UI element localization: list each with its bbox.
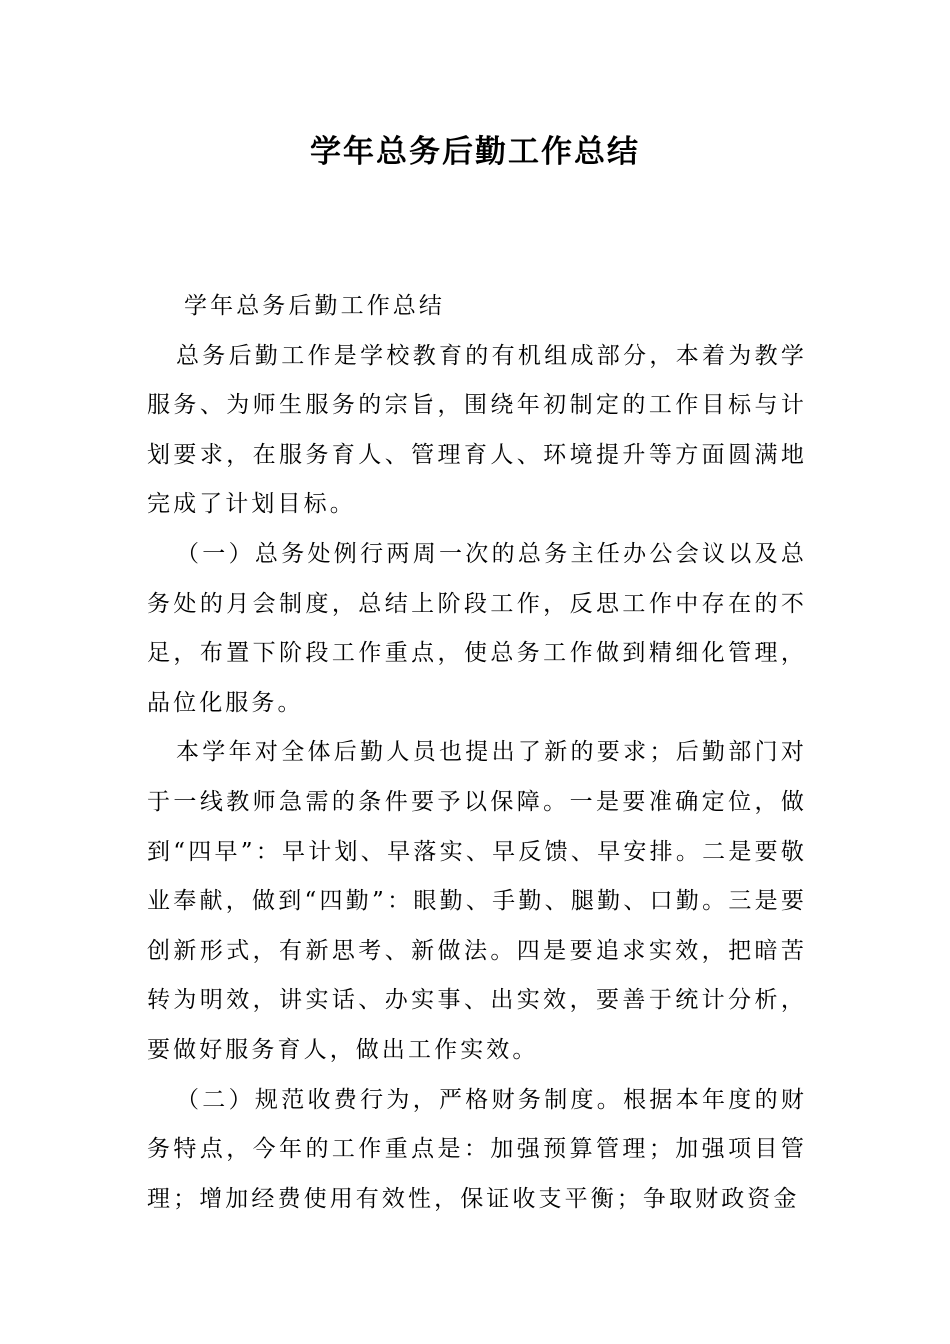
body-subtitle: 学年总务后勤工作总结	[184, 293, 445, 319]
document-title: 学年总务后勤工作总结	[310, 134, 640, 170]
paragraph-intro: 总务后勤工作是学校教育的有机组成部分，本着为教学服务、为师生服务的宗旨，围绕年初制定的工作目标与计划要求，在服务育人、管理育人、环境提升等方面圆满地完成了计划目标。	[147, 342, 807, 518]
paragraph-section-2: （二）规范收费行为，严格财务制度。根据本年度的财务特点，今年的工作重点是：加强预算管理；加强项目管理；增加经费使用有效性，保证收支平衡；争取财政资金	[147, 1086, 807, 1212]
paragraph-section-1: （一）总务处例行两周一次的总务主任办公会议以及总务处的月会制度，总结上阶段工作，反思工作中存在的不足，布置下阶段工作重点，使总务工作做到精细化管理，品位化服务。	[147, 540, 807, 716]
paragraph-staff-requirements: 本学年对全体后勤人员也提出了新的要求；后勤部门对于一线教师急需的条件要予以保障。一是要准确定位，做到“四早”：早计划、早落实、早反馈、早安排。二是要敬业奉献，做到“四勤”：眼勤、手勤、腿勤、口勤。三是要创新形式，有新思考、新做法。四是要追求实效，把暗苦转为明效，讲实话、办实事、出实效，要善于统计分析，要做好服务育人，做出工作实效。	[147, 739, 807, 1063]
document-body	[147, 282, 807, 1224]
